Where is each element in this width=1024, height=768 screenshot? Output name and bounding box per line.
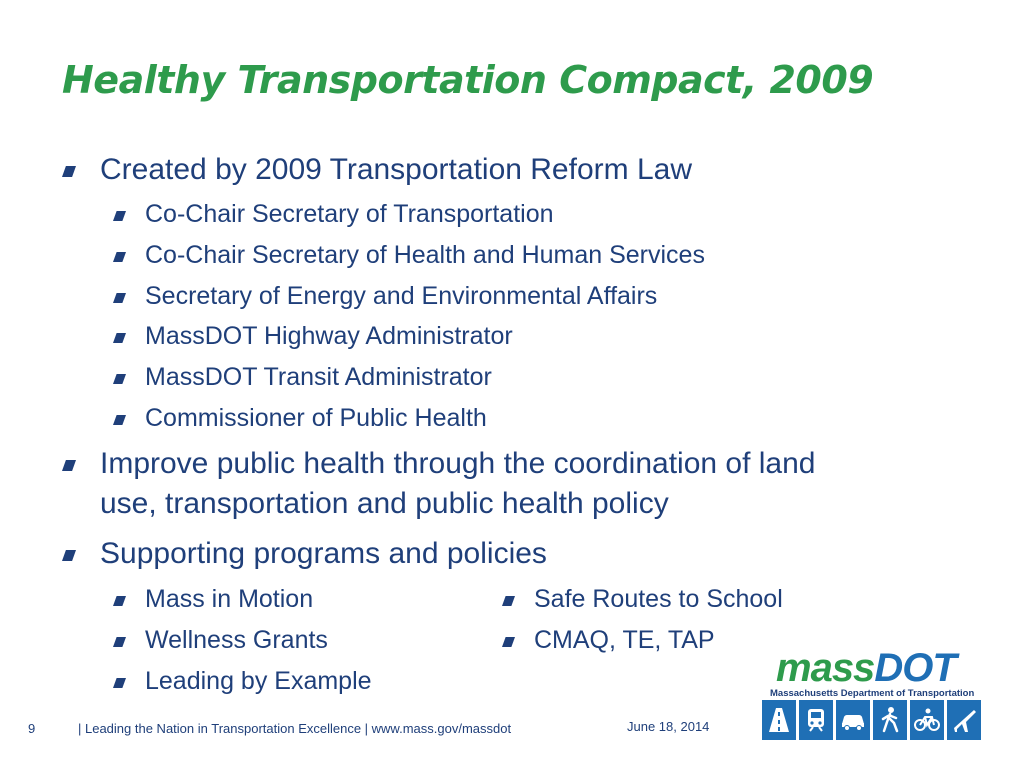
- footer-date: June 18, 2014: [627, 719, 710, 734]
- slide-title: Healthy Transportation Compact, 2009: [62, 58, 874, 102]
- sub-bullet-item: [113, 280, 657, 312]
- sub-bullet-item: [113, 402, 487, 434]
- sub-bullet-item: [113, 624, 328, 656]
- sub-bullet-text: MassDOT Highway Administrator: [145, 322, 513, 350]
- bullet-marker-icon: [502, 596, 515, 606]
- bullet-marker-icon: [113, 374, 126, 384]
- car-icon: [836, 700, 870, 740]
- airplane-icon: [947, 700, 981, 740]
- bullet-marker-icon: [113, 415, 126, 425]
- train-icon: [799, 700, 833, 740]
- bullet-marker-icon: [62, 550, 76, 561]
- bullet-marker-icon: [113, 637, 126, 647]
- bullet-marker-icon: [113, 252, 126, 262]
- sub-bullet-text: Safe Routes to School: [534, 585, 783, 613]
- footer-tagline: | Leading the Nation in Transportation Excellence | www.mass.gov/massdot: [78, 721, 512, 736]
- bullet-marker-icon: [502, 637, 515, 647]
- bullet-marker-icon: [113, 596, 126, 606]
- logo-icon-strip: [762, 700, 981, 740]
- bullet-marker-icon: [113, 678, 126, 688]
- sub-bullet-text: Co-Chair Secretary of Transportation: [145, 200, 554, 228]
- sub-bullet-text: CMAQ, TE, TAP: [534, 626, 715, 654]
- sub-bullet-text: Secretary of Energy and Environmental Affairs: [145, 282, 658, 310]
- logo-word-dot: DOT: [874, 646, 956, 690]
- sub-bullet-item: [113, 198, 554, 230]
- sub-bullet-item: [113, 239, 705, 271]
- logo-wordmark: [776, 648, 956, 688]
- logo-subtitle: Massachusetts Department of Transportation: [770, 688, 975, 699]
- sub-bullet-text: MassDOT Transit Administrator: [145, 363, 492, 391]
- page-number: 9: [28, 721, 36, 736]
- sub-bullet-text: Wellness Grants: [145, 626, 328, 654]
- sub-bullet-item: [113, 320, 513, 352]
- sub-bullet-item: [113, 583, 313, 615]
- bullet-marker-icon: [113, 211, 126, 221]
- bicycle-icon: [910, 700, 944, 740]
- bullet-text-line: use, transportation and public health policy: [100, 487, 669, 520]
- sub-bullet-text: Leading by Example: [145, 667, 372, 695]
- sub-bullet-text: Commissioner of Public Health: [145, 404, 487, 432]
- sub-bullet-item: [502, 583, 783, 615]
- bullet-text: [100, 444, 815, 524]
- sub-bullet-item: [113, 361, 492, 393]
- bullet-marker-icon: [113, 333, 126, 343]
- sub-bullet-text: Mass in Motion: [145, 585, 314, 613]
- bullet-item: [62, 534, 547, 574]
- road-icon: [762, 700, 796, 740]
- sub-bullet-text: Co-Chair Secretary of Health and Human Services: [145, 241, 705, 269]
- bullet-text: Supporting programs and policies: [100, 537, 547, 570]
- massdot-logo: [762, 648, 1002, 748]
- bullet-item: [62, 150, 692, 190]
- pedestrian-icon: [873, 700, 907, 740]
- bullet-text-line: Improve public health through the coordination of land: [100, 447, 816, 480]
- bullet-marker-icon: [62, 460, 76, 471]
- sub-bullet-item: [502, 624, 715, 656]
- bullet-item: [62, 444, 815, 524]
- sub-bullet-item: [113, 665, 372, 697]
- bullet-text: Created by 2009 Transportation Reform Law: [100, 153, 692, 186]
- bullet-marker-icon: [113, 293, 126, 303]
- bullet-marker-icon: [62, 166, 76, 177]
- logo-word-mass: mass: [776, 646, 875, 690]
